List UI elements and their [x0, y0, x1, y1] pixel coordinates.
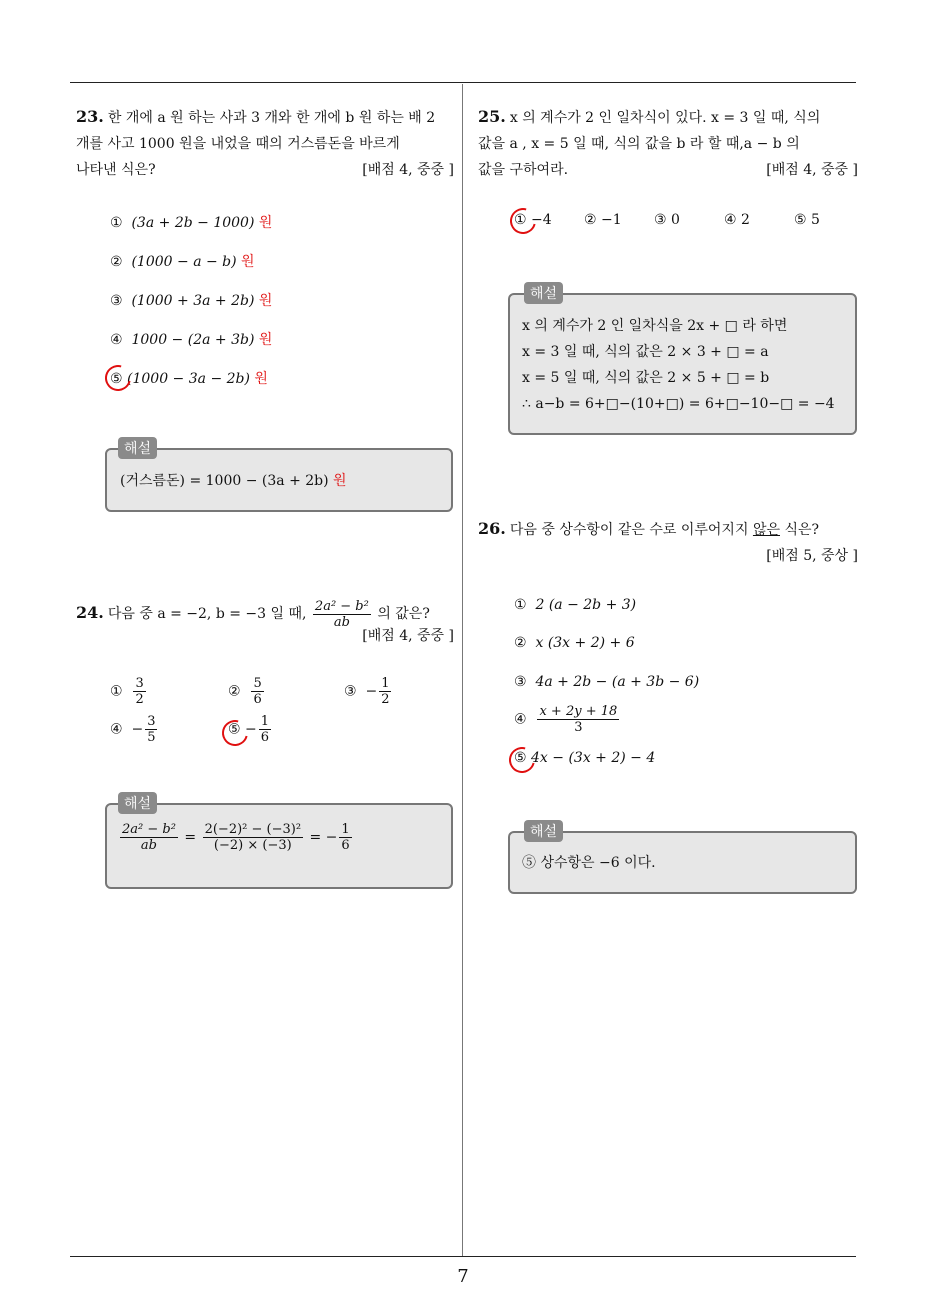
q26-option-1[interactable]: ① 2 (a − 2b + 3)	[514, 597, 637, 613]
q26-option-5[interactable]: ⑤ 4x − (3x + 2) − 4	[514, 750, 656, 766]
question-26-line1: 26. 다음 중 상수항이 같은 수로 이루어지지 않은 식은?	[478, 519, 820, 538]
score-label: [배점 4, 중중 ]	[766, 162, 858, 178]
q23-option-3[interactable]: ③ (1000 + 3a + 2b) 원	[110, 293, 273, 309]
question-number: 25.	[478, 107, 506, 126]
q23-option-2[interactable]: ② (1000 − a − b) 원	[110, 254, 255, 270]
bottom-rule	[70, 1256, 856, 1257]
answer-mark-circle	[505, 203, 541, 239]
solution-label: 해설	[524, 282, 563, 304]
q25-solution-text	[522, 313, 835, 417]
solution-line: ∴ a−b = 6+□−(10+□) = 6+□−10−□ = −4	[522, 396, 835, 412]
question-25	[478, 104, 858, 183]
page-number: 7	[457, 1266, 469, 1287]
column-divider	[462, 84, 463, 1256]
score-label: [배점 4, 중중 ]	[362, 162, 454, 178]
q24-option-1[interactable]: ① $\frac{3}{2}$	[110, 676, 144, 707]
q23-option-4[interactable]: ④ 1000 − (2a + 3b) 원	[110, 332, 273, 348]
q24-option-3[interactable]: ③ − $\frac{1}{2}$	[344, 676, 390, 707]
q24-solution-text: $\frac{\text{2a² − b²}}{ab}$ = $\frac{\text{2(−2)² − (−3)²}}{(-2) \times (-3)}$ = − $\frac{1}{6}$	[122, 822, 350, 853]
q23-solution-text: (거스름돈) = 1000 − (3a + 2b) 원	[120, 473, 347, 489]
question-number: 23.	[76, 107, 104, 126]
q23-option-5[interactable]: ⑤ (1000 − 3a − 2b) 원	[110, 371, 268, 387]
solution-line: x 의 계수가 2 인 일차식을 2x + □ 라 하면	[522, 318, 788, 334]
question-23-line3: 나타낸 식은? [배점 4, 중중 ]	[76, 157, 454, 183]
top-rule	[70, 82, 856, 83]
solution-label: 해설	[118, 437, 157, 459]
q24-option-2[interactable]: ② $\frac{5}{6}$	[228, 676, 262, 707]
question-23	[76, 104, 454, 183]
question-25-line1: 25. x 의 계수가 2 인 일차식이 있다. x = 3 일 때, 식의	[478, 107, 821, 126]
q23-option-1[interactable]: ① (3a + 2b − 1000) 원	[110, 215, 273, 231]
question-24-line1: 24. 다음 중 a = −2, b = −3 일 때, $\frac{\text{2a² − b²}}{ab}$ 의 값은?	[76, 598, 430, 630]
q25-option-1[interactable]: ① −4	[514, 212, 552, 228]
answer-mark-circle	[504, 742, 540, 778]
q25-option-5[interactable]: ⑤ 5	[794, 212, 820, 228]
q26-option-2[interactable]: ② x (3x + 2) + 6	[514, 635, 635, 651]
question-23-line2: 개를 사고 1000 원을 내었을 때의 거스름돈을 바르게	[76, 136, 400, 152]
q26-option-3[interactable]: ③ 4a + 2b − (a + 3b − 6)	[514, 674, 700, 690]
q26-option-4[interactable]: ④ $\frac{x + 2y + 18}{3}$	[514, 704, 618, 735]
q25-option-3[interactable]: ③ 0	[654, 212, 680, 228]
question-number: 24.	[76, 603, 104, 622]
q26-solution-text: ⑤ 상수항은 −6 이다.	[522, 855, 656, 871]
score-label: [배점 5, 중상 ]	[766, 548, 858, 564]
answer-mark-circle	[100, 360, 136, 396]
q24-option-4[interactable]: ④ − $\frac{3}{5}$	[110, 714, 156, 745]
score-label: [배점 4, 중중 ]	[362, 628, 454, 644]
question-fraction: $\frac{\text{2a² − b²}}{ab}$	[314, 598, 369, 630]
solution-line: x = 5 일 때, 식의 값은 2 × 5 + □ = b	[522, 370, 770, 386]
solution-label: 해설	[524, 820, 563, 842]
question-26	[478, 516, 858, 569]
question-25-line2: 값을 a , x = 5 일 때, 식의 값을 b 라 할 때,a − b 의	[478, 136, 800, 152]
q25-option-2[interactable]: ② −1	[584, 212, 622, 228]
solution-line: x = 3 일 때, 식의 값은 2 × 3 + □ = a	[522, 344, 769, 360]
q25-option-4[interactable]: ④ 2	[724, 212, 750, 228]
question-25-line3: 값을 구하여라. [배점 4, 중중 ]	[478, 157, 858, 183]
q24-option-5[interactable]: ⑤ − $\frac{1}{6}$	[228, 714, 270, 745]
solution-label: 해설	[118, 792, 157, 814]
question-24	[76, 596, 454, 653]
question-23-line1: 23. 한 개에 a 원 하는 사과 3 개와 한 개에 b 원 하는 배 2	[76, 107, 436, 126]
question-number: 26.	[478, 519, 506, 538]
